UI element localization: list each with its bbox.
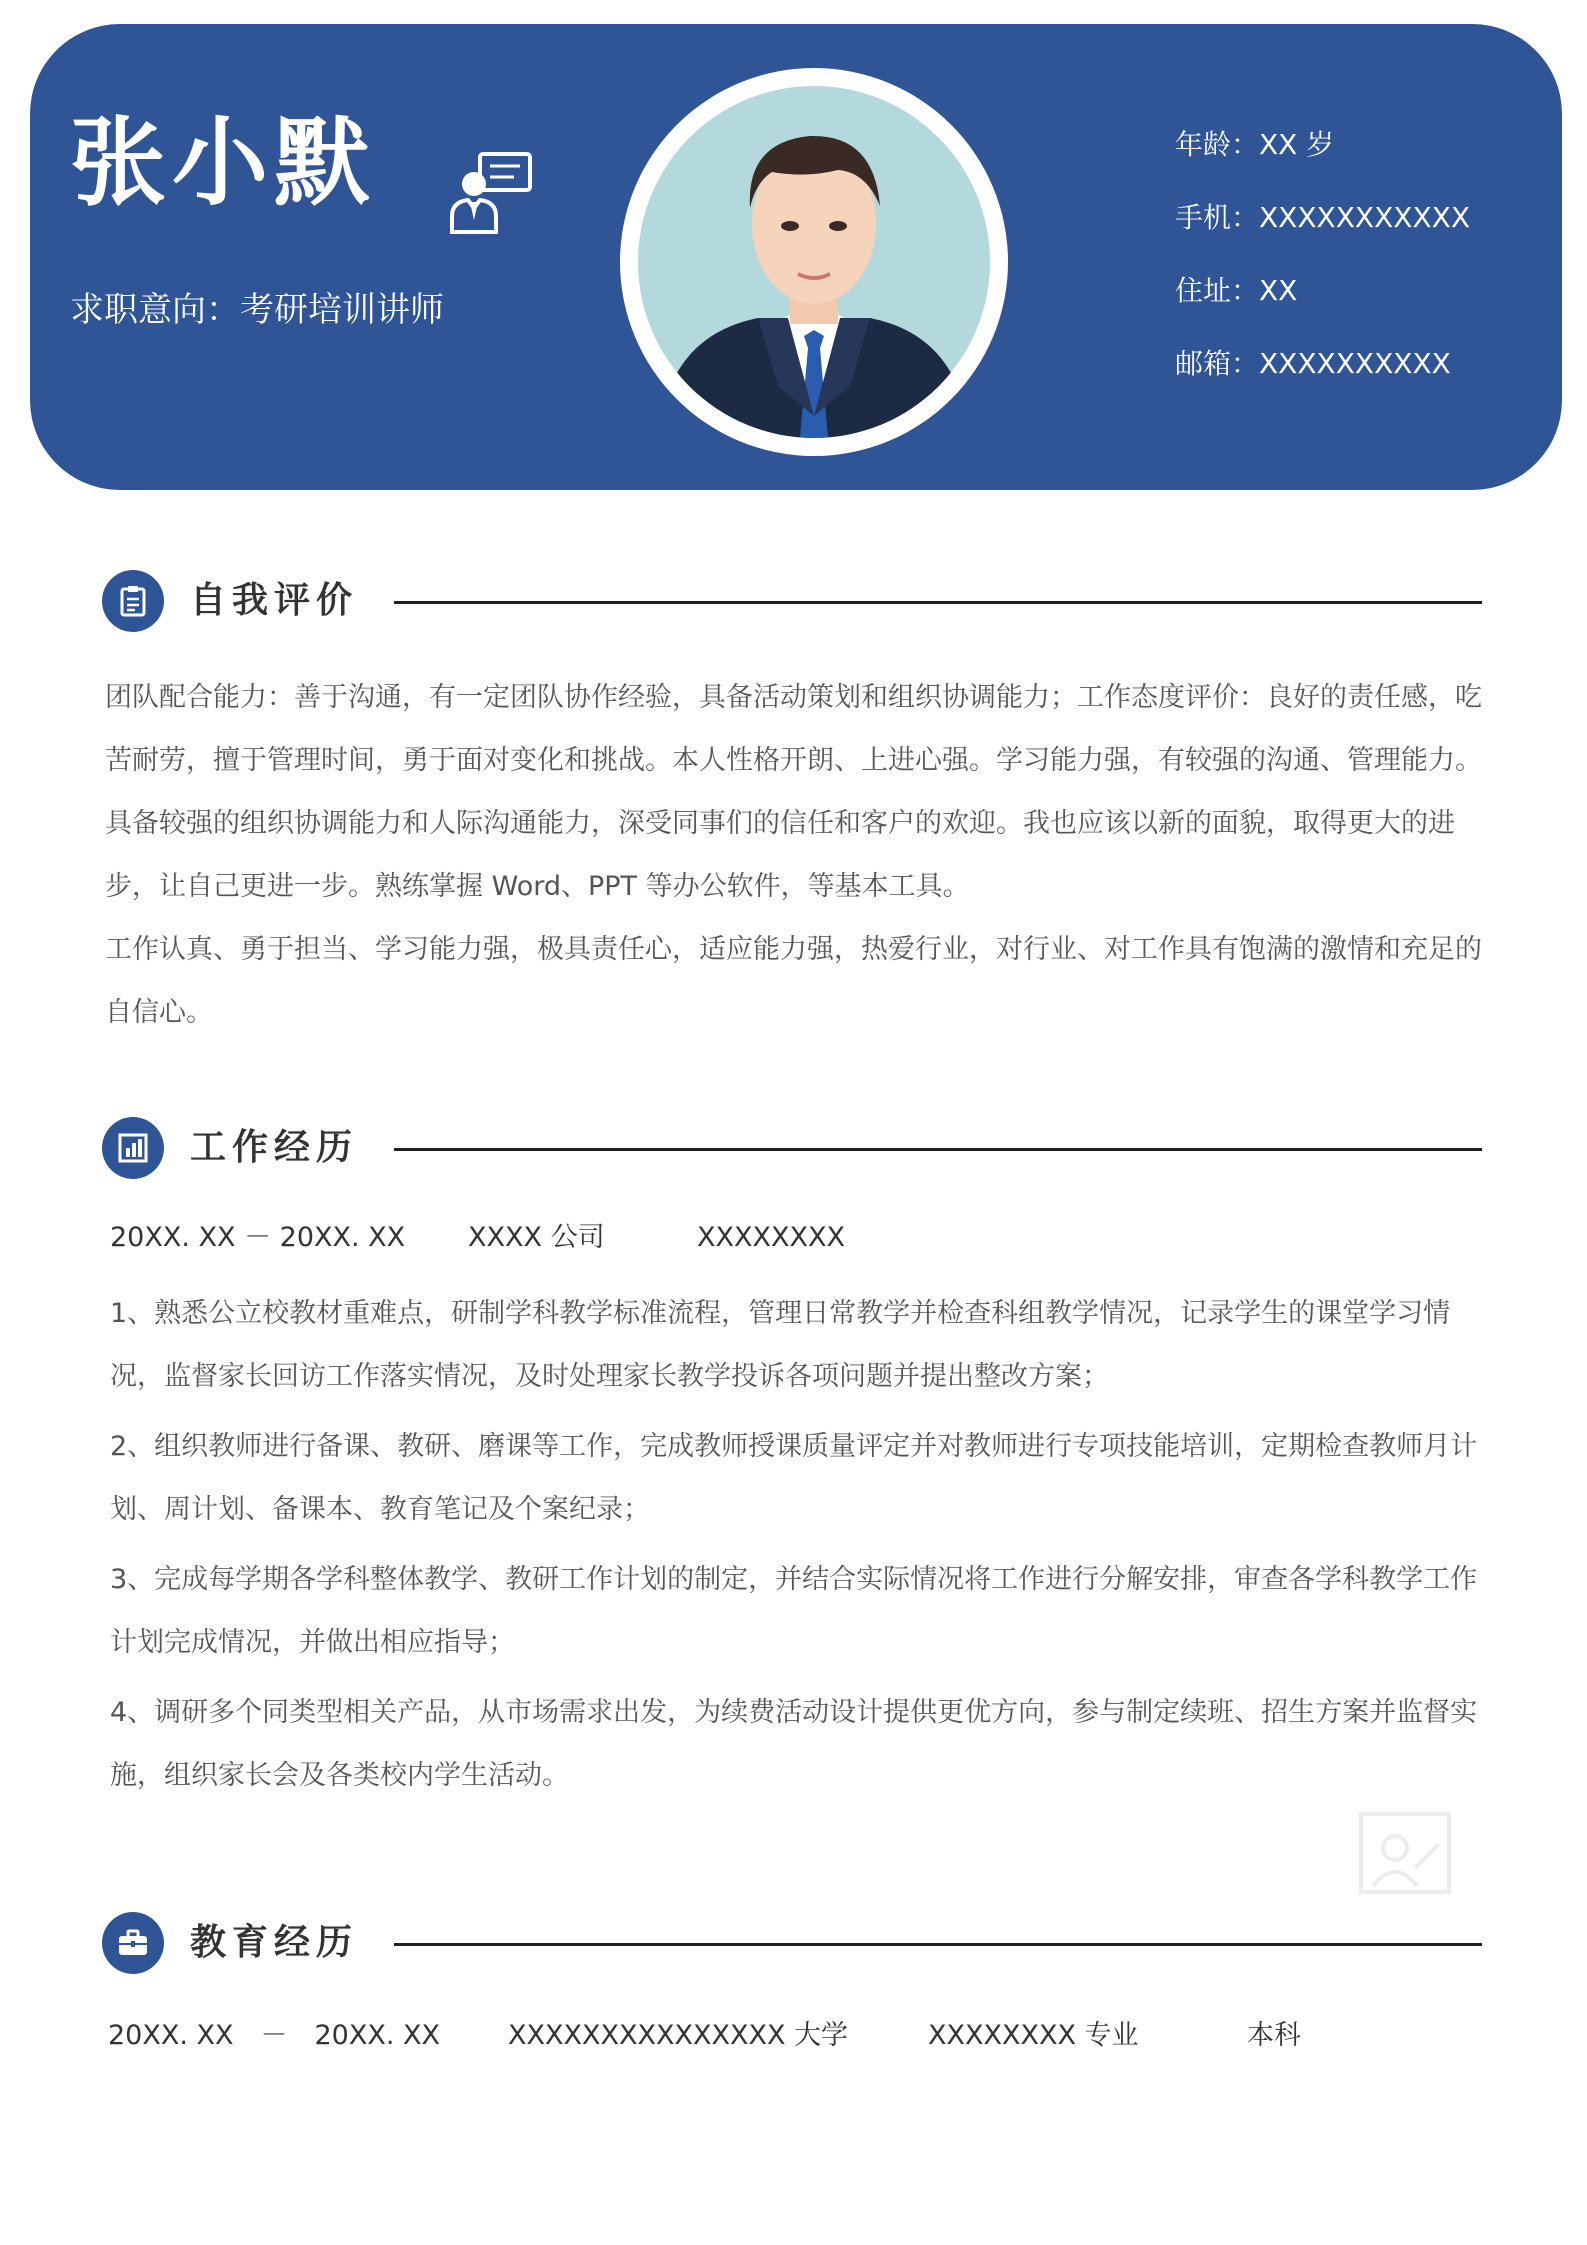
section-work [102, 1117, 1482, 1179]
contact-email: 邮箱：XXXXXXXXXX [1175, 347, 1451, 380]
self-eval-paragraph: 工作认真、勇于担当、学习能力强，极具责任心，适应能力强，热爱行业，对行业、对工作具有饱满的激情和充足的自信心。 [105, 934, 1482, 1028]
contact-info [1175, 125, 1470, 417]
section-divider [394, 1943, 1482, 1946]
contact-age: 年龄：XX 岁 [1175, 128, 1335, 161]
work-company: XXXX 公司 [468, 1222, 605, 1253]
job-intent: 求职意向：考研培训讲师 [70, 290, 444, 330]
self-eval-paragraph: 团队配合能力：善于沟通，有一定团队协作经验，具备活动策划和组织协调能力；工作态度评价：良好的责任感，吃苦耐劳，擅于管理时间，勇于面对变化和挑战。本人性格开朗、上进心强。学习能力强，有较强的沟通、管理能力。具备较强的组织协调能力和人际沟通能力，深受同事们的信任和客户的欢迎。我也应该以新的面貌，取得更大的进步，让自己更进一步。熟练掌握 Word、PPT 等办公软件，等基本工具。 [105, 682, 1482, 902]
avatar [638, 86, 990, 438]
contact-address: 住址：XX [1175, 274, 1298, 307]
edu-period: 20XX. XX － 20XX. XX [108, 2020, 441, 2051]
work-duty-item: 3、完成每学期各学科整体教学、教研工作计划的制定，并结合实际情况将工作进行分解安排，审查各学科教学工作计划完成情况，并做出相应指导； [110, 1564, 1478, 1658]
bar-chart-icon [102, 1117, 164, 1179]
section-education [102, 1912, 1482, 1974]
contact-phone: 手机：XXXXXXXXXXX [1175, 201, 1470, 234]
section-divider [394, 601, 1482, 604]
self-eval-text [105, 666, 1485, 1044]
name: 张小默 [70, 107, 376, 219]
work-duty-item: 4、调研多个同类型相关产品，从市场需求出发，为续费活动设计提供更优方向，参与制定续班、招生方案并监督实施，组织家长会及各类校内学生活动。 [110, 1697, 1478, 1791]
presenter-icon [448, 150, 534, 236]
work-position: XXXXXXXX [697, 1222, 845, 1253]
edu-degree: 本科 [1247, 2020, 1301, 2051]
edu-school: XXXXXXXXXXXXXXX 大学 [508, 2020, 849, 2051]
watermark-icon [1355, 1808, 1455, 1898]
section-title: 工作经历 [190, 1127, 359, 1168]
work-duties [110, 1282, 1485, 1814]
section-title: 自我评价 [190, 580, 359, 621]
work-period: 20XX. XX － 20XX. XX [110, 1222, 406, 1253]
work-duty-item: 1、熟悉公立校教材重难点，研制学科教学标准流程，管理日常教学并检查科组教学情况，记录学生的课堂学习情况，监督家长回访工作落实情况，及时处理家长教学投诉各项问题并提出整改方案； [110, 1298, 1451, 1392]
section-self-eval [102, 570, 1482, 632]
clipboard-icon [102, 570, 164, 632]
section-title: 教育经历 [190, 1922, 359, 1963]
work-duty-item: 2、组织教师进行备课、教研、磨课等工作，完成教师授课质量评定并对教师进行专项技能培训，定期检查教师月计划、周计划、备课本、教育笔记及个案纪录； [110, 1431, 1478, 1525]
edu-major: XXXXXXXX 专业 [928, 2020, 1139, 2051]
briefcase-icon [102, 1912, 164, 1974]
section-divider [394, 1148, 1482, 1151]
